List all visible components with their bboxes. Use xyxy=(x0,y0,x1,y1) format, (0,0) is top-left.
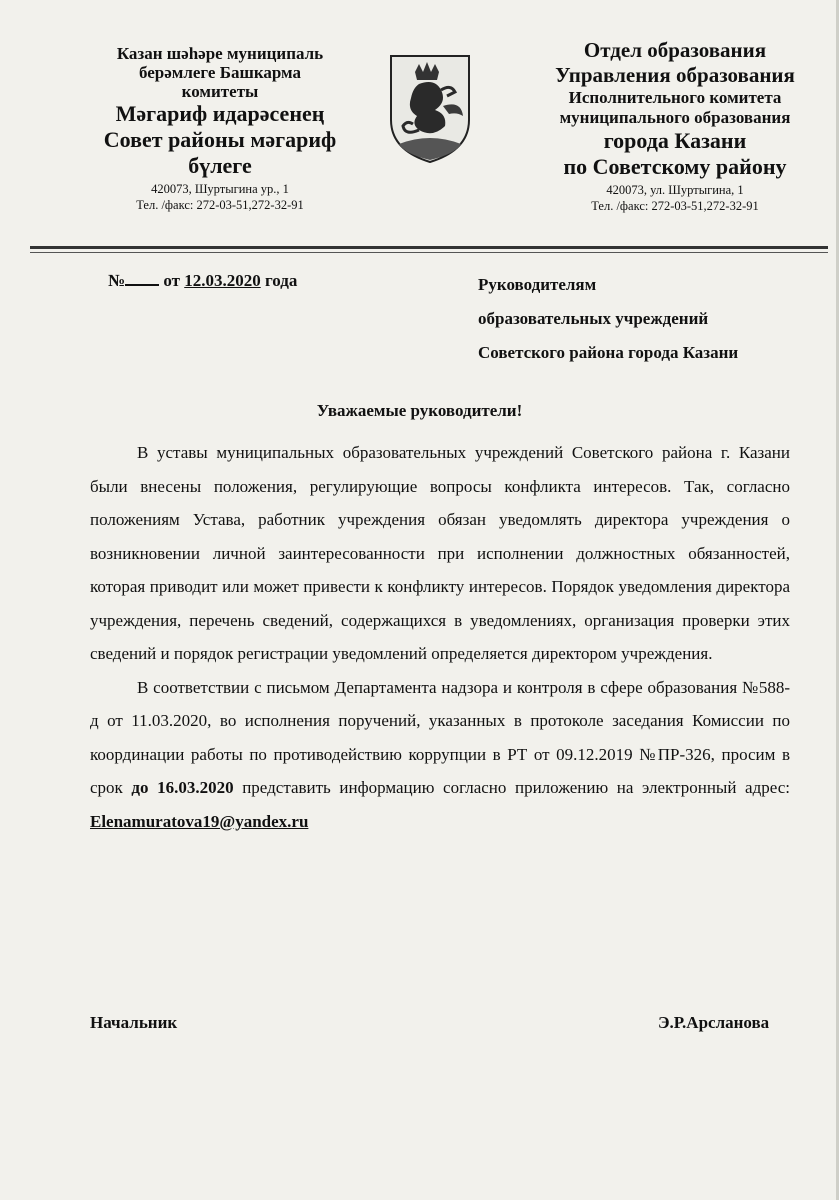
paragraph-2-text-b: представить информацию согласно приложению на электронный адрес: xyxy=(233,778,790,797)
reference-line xyxy=(108,270,297,291)
number-label: № xyxy=(108,271,126,290)
header-tatar-line3: комитеты xyxy=(181,82,259,101)
paragraph-2 xyxy=(90,671,790,839)
addressee-line3: Советского района города Казани xyxy=(478,343,739,362)
addressee-block xyxy=(478,270,738,372)
header-divider-thick xyxy=(30,246,828,249)
header-russian-line4: муниципального образования xyxy=(559,108,791,127)
kazan-coat-of-arms-icon xyxy=(385,50,475,166)
header-tatar-address: 420073, Шуртыгина ур., 1 xyxy=(151,182,289,196)
paragraph-2-text-a: В соответствии с письмом Департамента надзора и контроля в сфере образования №588-д от 11.03.2020, во исполнения поручений, указанных в протоколе заседания Комиссии по координации работы по противодействию коррупции в РТ от 09.12.2019 №ПР-326, просим в срок xyxy=(90,677,790,797)
header-tatar-line6: бүлеге xyxy=(188,153,252,178)
paragraph-1: В уставы муниципальных образовательных учреждений Советского района г. Казани были внесены положения, регулирующие вопросы конфликта интересов. Так, согласно положениям Устава, работник учреждения обязан уведомлять директора учреждения о возникновении личной заинтересованности при исполнении должностных обязанностей, которая приводит или может привести к конфликту интересов. Порядок уведомления директора учреждения, перечень сведений, содержащихся в уведомлениях, организация проверки этих сведений и порядок регистрации уведомлений определяется директором учреждения. xyxy=(90,443,790,663)
header-russian-line5: города Казани xyxy=(603,128,747,153)
letter-date: 12.03.2020 xyxy=(184,271,261,290)
header-russian-address: 420073, ул. Шуртыгина, 1 xyxy=(606,183,744,197)
header-tatar-phone: Тел. /факс: 272-03-51,272-32-91 xyxy=(136,198,304,212)
header-russian-line3: Исполнительного комитета xyxy=(568,88,782,107)
header-russian xyxy=(525,38,825,214)
greeting: Уважаемые руководители! xyxy=(316,401,523,420)
header-tatar-line2: берәмлеге Башкарма xyxy=(138,63,302,82)
signature-title: Начальник xyxy=(90,1013,178,1032)
header-russian-phone: Тел. /факс: 272-03-51,272-32-91 xyxy=(591,199,759,213)
header-tatar xyxy=(70,44,370,213)
header-russian-line6: по Советскому району xyxy=(563,154,787,179)
addressee-line2: образовательных учреждений xyxy=(478,309,709,328)
header-russian-line1: Отдел образования xyxy=(583,38,767,62)
addressee-line1: Руководителям xyxy=(478,275,597,294)
header-tatar-line5: Совет районы мәгариф xyxy=(103,127,337,152)
header-tatar-line1: Казан шәһәре муниципаль xyxy=(116,44,324,63)
year-word: года xyxy=(264,271,298,290)
number-blank xyxy=(125,270,159,286)
signature-name: Э.Р.Арсланова xyxy=(658,1013,770,1032)
deadline-date: до 16.03.2020 xyxy=(131,778,234,797)
header-tatar-line4: Мәгариф идарәсенең xyxy=(115,101,325,126)
header-divider-thin xyxy=(30,252,828,253)
header-russian-line2: Управления образования xyxy=(555,63,795,87)
email-link[interactable]: Elenamuratova19@yandex.ru xyxy=(90,811,309,831)
from-label: от xyxy=(163,271,180,290)
letter-body xyxy=(90,436,790,838)
